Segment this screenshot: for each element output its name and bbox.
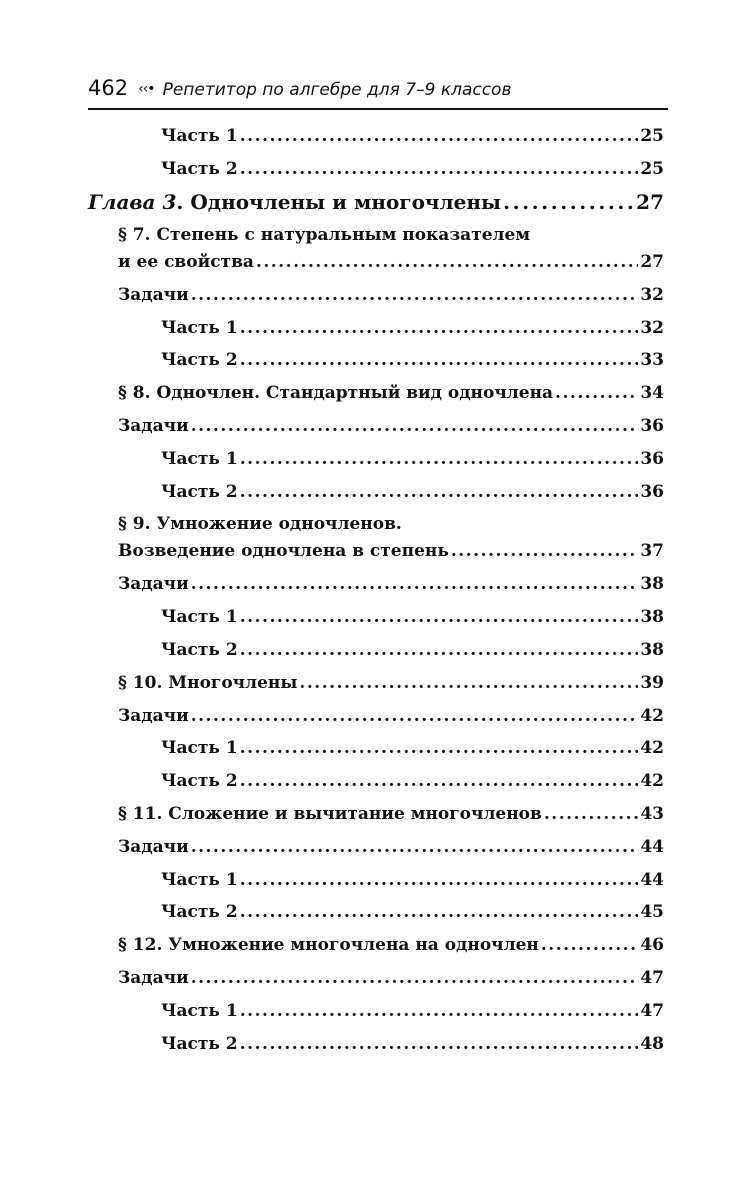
toc-entry — [0, 570, 756, 603]
toc-entry-title: . Одночлены и многочлены — [176, 189, 502, 214]
toc-entry-title: Часть 1 — [161, 738, 238, 759]
dot-leader — [544, 804, 638, 824]
dot-leader — [503, 190, 634, 214]
toc-entry — [0, 510, 756, 570]
toc-entry-line — [161, 126, 664, 146]
toc-entry-title: Часть 1 — [161, 126, 238, 146]
toc-entry-label — [118, 383, 553, 403]
table-of-contents — [0, 122, 756, 1062]
toc-entry — [0, 445, 756, 478]
toc-page-number: 47 — [640, 967, 664, 988]
toc-entry-label — [161, 1001, 238, 1021]
toc-entry-title: Задачи — [118, 284, 189, 305]
toc-entry-title: Возведение одночлена в степень — [118, 541, 449, 562]
toc-entry-label — [161, 902, 238, 922]
toc-entry-title: Часть 1 — [161, 317, 238, 338]
dot-leader — [191, 285, 639, 305]
toc-page-number: 33 — [640, 350, 664, 371]
toc-entry — [0, 379, 756, 412]
dot-leader — [240, 126, 639, 146]
toc-entry-line — [161, 1001, 664, 1021]
toc-entry — [0, 866, 756, 899]
toc-page-number: 42 — [640, 738, 664, 759]
toc-entry — [0, 155, 756, 188]
toc-entry-line — [118, 935, 664, 955]
toc-entry-line — [161, 350, 664, 370]
header-rule — [88, 108, 668, 110]
toc-entry-label — [118, 804, 542, 824]
dot-leader — [240, 902, 639, 922]
toc-entry-label — [118, 935, 539, 955]
toc-entry — [0, 603, 756, 636]
toc-entry — [0, 833, 756, 866]
toc-page-number: 38 — [640, 574, 664, 595]
toc-page-number: 42 — [640, 705, 664, 726]
page-number: 462 — [88, 76, 129, 100]
dot-leader — [541, 935, 638, 955]
page-header — [88, 76, 668, 106]
toc-entry-line — [118, 416, 664, 436]
toc-entry-title: Часть 1 — [161, 607, 238, 628]
toc-entry-label — [118, 673, 297, 693]
toc-page-number: 46 — [640, 935, 664, 956]
running-title: Репетитор по алгебре для 7–9 классов — [162, 80, 512, 100]
toc-entry-label — [161, 771, 238, 791]
toc-entry-line — [161, 870, 664, 890]
toc-entry-title: Часть 2 — [161, 481, 238, 502]
toc-page-number: 48 — [640, 1033, 664, 1054]
toc-entry-line — [118, 574, 664, 594]
toc-entry-label — [118, 252, 254, 272]
toc-entry-line — [118, 541, 664, 561]
toc-entry-line — [118, 837, 664, 857]
toc-entry-line — [161, 902, 664, 922]
toc-entry-title: Часть 2 — [161, 771, 238, 792]
toc-entry-first-line: § 7. Степень с натуральным показателем — [118, 224, 531, 245]
toc-entry-line — [118, 673, 664, 693]
toc-entry-title: Часть 1 — [161, 448, 238, 469]
dot-leader — [555, 383, 638, 403]
toc-page-number: 44 — [640, 869, 664, 890]
toc-page-number: 42 — [640, 771, 664, 792]
dot-leader — [299, 673, 638, 693]
toc-entry-line — [161, 449, 664, 469]
toc-entry-label — [161, 738, 238, 758]
toc-entry-label — [161, 126, 238, 146]
toc-entry-title: Часть 2 — [161, 350, 238, 371]
toc-entry-line — [161, 640, 664, 660]
toc-entry — [0, 800, 756, 833]
toc-entry-line — [161, 1034, 664, 1054]
toc-page-number: 36 — [640, 448, 664, 469]
toc-page-number: 36 — [640, 481, 664, 502]
toc-entry-line — [161, 318, 664, 338]
toc-entry-line — [161, 607, 664, 627]
toc-entry-line — [118, 285, 664, 305]
toc-entry-line — [161, 482, 664, 502]
toc-entry-label — [161, 607, 238, 627]
toc-entry-title: Задачи — [118, 705, 189, 726]
toc-entry-label — [161, 1034, 238, 1054]
dot-leader — [240, 1001, 639, 1021]
dot-leader — [191, 416, 639, 436]
toc-entry-title: Часть 2 — [161, 902, 238, 923]
toc-entry — [0, 346, 756, 379]
toc-entry-label — [118, 706, 189, 726]
toc-page-number: 45 — [640, 902, 664, 923]
toc-entry-title: и ее свойства — [118, 251, 254, 272]
toc-entry-label — [161, 640, 238, 660]
dot-leader — [191, 968, 639, 988]
toc-entry-label — [118, 416, 189, 436]
toc-entry — [0, 702, 756, 735]
toc-entry-title: § 10. Многочлены — [118, 672, 298, 693]
dot-leader — [240, 607, 639, 627]
dot-leader — [240, 870, 639, 890]
toc-entry-title: § 12. Умножение многочлена на одночлен — [118, 935, 539, 956]
toc-entry-title: Часть 2 — [161, 158, 238, 179]
toc-entry-label — [161, 449, 238, 469]
toc-entry-line — [118, 383, 664, 403]
toc-entry-title: Часть 2 — [161, 639, 238, 660]
dot-leader — [240, 159, 639, 179]
toc-entry-label — [161, 482, 238, 502]
toc-entry-title: Задачи — [118, 415, 189, 436]
dot-leader — [240, 1034, 639, 1054]
toc-entry-label — [161, 350, 238, 370]
toc-entry — [0, 669, 756, 702]
toc-entry-label — [161, 870, 238, 890]
toc-entry — [0, 898, 756, 931]
dot-leader — [240, 318, 639, 338]
toc-entry-title: Задачи — [118, 836, 189, 857]
toc-page-number: 34 — [640, 383, 664, 404]
toc-entry — [0, 221, 756, 281]
toc-entry — [0, 412, 756, 445]
dot-leader — [240, 449, 639, 469]
toc-entry-label — [88, 190, 501, 214]
toc-entry-label — [118, 837, 189, 857]
toc-entry — [0, 767, 756, 800]
toc-entry-line — [118, 706, 664, 726]
toc-page-number: 44 — [640, 836, 664, 857]
dot-leader — [240, 738, 639, 758]
toc-entry — [0, 188, 756, 221]
toc-entry-label — [118, 285, 189, 305]
dot-leader — [240, 771, 639, 791]
toc-entry-first-line: § 9. Умножение одночленов. — [118, 514, 402, 535]
toc-entry-line — [118, 252, 664, 272]
dot-leader — [240, 640, 639, 660]
chapter-prefix: Глава 3 — [88, 189, 177, 214]
toc-page-number: 38 — [640, 639, 664, 660]
toc-entry-title: § 11. Сложение и вычитание многочленов — [118, 803, 542, 824]
dot-leader — [191, 706, 639, 726]
toc-entry-title: Часть 1 — [161, 1000, 238, 1021]
toc-page-number: 25 — [640, 158, 664, 179]
toc-entry-line — [161, 159, 664, 179]
toc-entry-label — [118, 574, 189, 594]
toc-page-number: 38 — [640, 607, 664, 628]
toc-entry — [0, 1030, 756, 1063]
toc-entry-line — [118, 968, 664, 988]
toc-entry — [0, 281, 756, 314]
toc-page-number: 32 — [640, 317, 664, 338]
toc-page-number: 27 — [636, 189, 664, 214]
toc-page-number: 25 — [640, 126, 664, 146]
toc-entry — [0, 997, 756, 1030]
toc-entry-title: Задачи — [118, 967, 189, 988]
toc-entry-line — [161, 738, 664, 758]
toc-entry — [0, 931, 756, 964]
ornament-icon: ‹‹• — [138, 81, 155, 97]
toc-entry — [0, 122, 756, 155]
toc-entry — [0, 964, 756, 997]
dot-leader — [240, 482, 639, 502]
dot-leader — [256, 252, 638, 272]
toc-entry — [0, 478, 756, 511]
toc-page-number: 47 — [640, 1000, 664, 1021]
dot-leader — [191, 837, 639, 857]
toc-entry — [0, 314, 756, 347]
toc-entry-label — [161, 159, 238, 179]
toc-entry-line — [161, 771, 664, 791]
toc-page-number: 39 — [640, 672, 664, 693]
toc-entry-title: Часть 2 — [161, 1033, 238, 1054]
toc-page-number: 27 — [640, 251, 664, 272]
toc-page-number: 36 — [640, 415, 664, 436]
toc-entry-title: § 8. Одночлен. Стандартный вид одночлена — [118, 383, 554, 404]
toc-page-number: 32 — [640, 284, 664, 305]
toc-entry-title: Часть 1 — [161, 869, 238, 890]
toc-entry-label — [118, 968, 189, 988]
dot-leader — [451, 541, 638, 561]
dot-leader — [191, 574, 639, 594]
toc-entry-line — [88, 190, 664, 214]
toc-entry-label — [161, 318, 238, 338]
dot-leader — [240, 350, 639, 370]
toc-entry-line — [118, 804, 664, 824]
toc-page-number: 37 — [640, 541, 664, 562]
toc-entry — [0, 636, 756, 669]
toc-entry-label — [118, 541, 449, 561]
toc-entry — [0, 734, 756, 767]
toc-page-number: 43 — [640, 803, 664, 824]
toc-entry-title: Задачи — [118, 574, 189, 595]
